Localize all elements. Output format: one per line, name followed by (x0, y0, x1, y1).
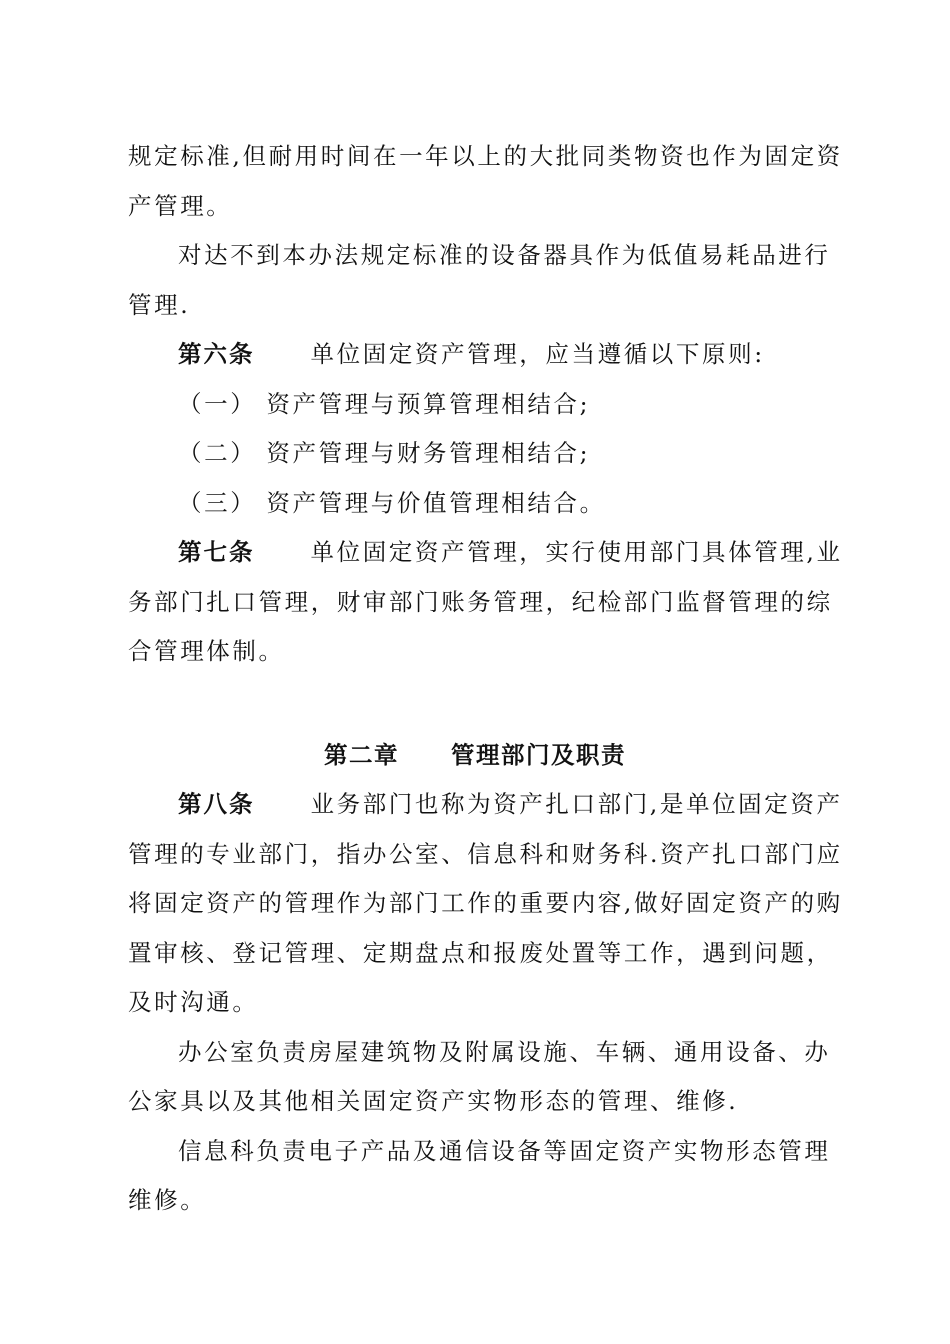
text-line: 置审核、登记管理、定期盘点和报废处置等工作，遇到问题， (128, 938, 833, 967)
text-line: 对达不到本办法规定标准的设备器具作为低值易耗品进行 (178, 241, 831, 269)
article-6-heading (128, 330, 848, 380)
text-line: 合管理体制。 (128, 637, 285, 665)
text-line: 务部门扎口管理，财审部门账务管理，纪检部门监督管理的综 (128, 587, 833, 616)
text-line: 及时沟通。 (128, 988, 259, 1016)
article-6-label: 第六条 (178, 340, 255, 368)
article-6-item: （三） 资产管理与价值管理相结合。 (178, 488, 606, 517)
article-6-item: （二） 资产管理与财务管理相结合; (178, 439, 591, 467)
chapter-title: 管理部门及职责 (451, 741, 626, 769)
text-line: 管理. (128, 290, 191, 319)
text-line: 将固定资产的管理作为部门工作的重要内容,做好固定资产的购 (128, 889, 843, 917)
text-line: 产管理。 (128, 191, 233, 220)
body-text-bottom (128, 780, 848, 1226)
article-8-label: 第八条 (178, 790, 255, 818)
chapter-heading (0, 730, 950, 780)
text-line: 办公室负责房屋建筑物及附属设施、车辆、通用设备、办 (178, 1037, 831, 1066)
article-8-heading (128, 780, 848, 830)
chapter-number: 第二章 (324, 741, 399, 769)
article-8-text: 业务部门也称为资产扎口部门,是单位固定资产 (310, 790, 843, 818)
article-7-heading (128, 528, 848, 578)
article-7-label: 第七条 (178, 538, 255, 566)
article-6-item: （一） 资产管理与预算管理相结合; (178, 389, 591, 418)
text-line: 公家具以及其他相关固定资产实物形态的管理、维修. (128, 1087, 739, 1115)
text-line: 规定标准,但耐用时间在一年以上的大批同类物资也作为固定资 (128, 142, 843, 170)
body-text-top (128, 132, 848, 677)
text-line: 维修。 (128, 1186, 207, 1214)
article-6-text: 单位固定资产管理，应当遵循以下原则: (310, 340, 765, 368)
article-7-text: 单位固定资产管理，实行使用部门具体管理,业 (310, 538, 843, 566)
text-line: 信息科负责电子产品及通信设备等固定资产实物形态管理 (178, 1136, 831, 1165)
text-line: 管理的专业部门，指办公室、信息科和财务科.资产扎口部门应 (128, 839, 843, 868)
